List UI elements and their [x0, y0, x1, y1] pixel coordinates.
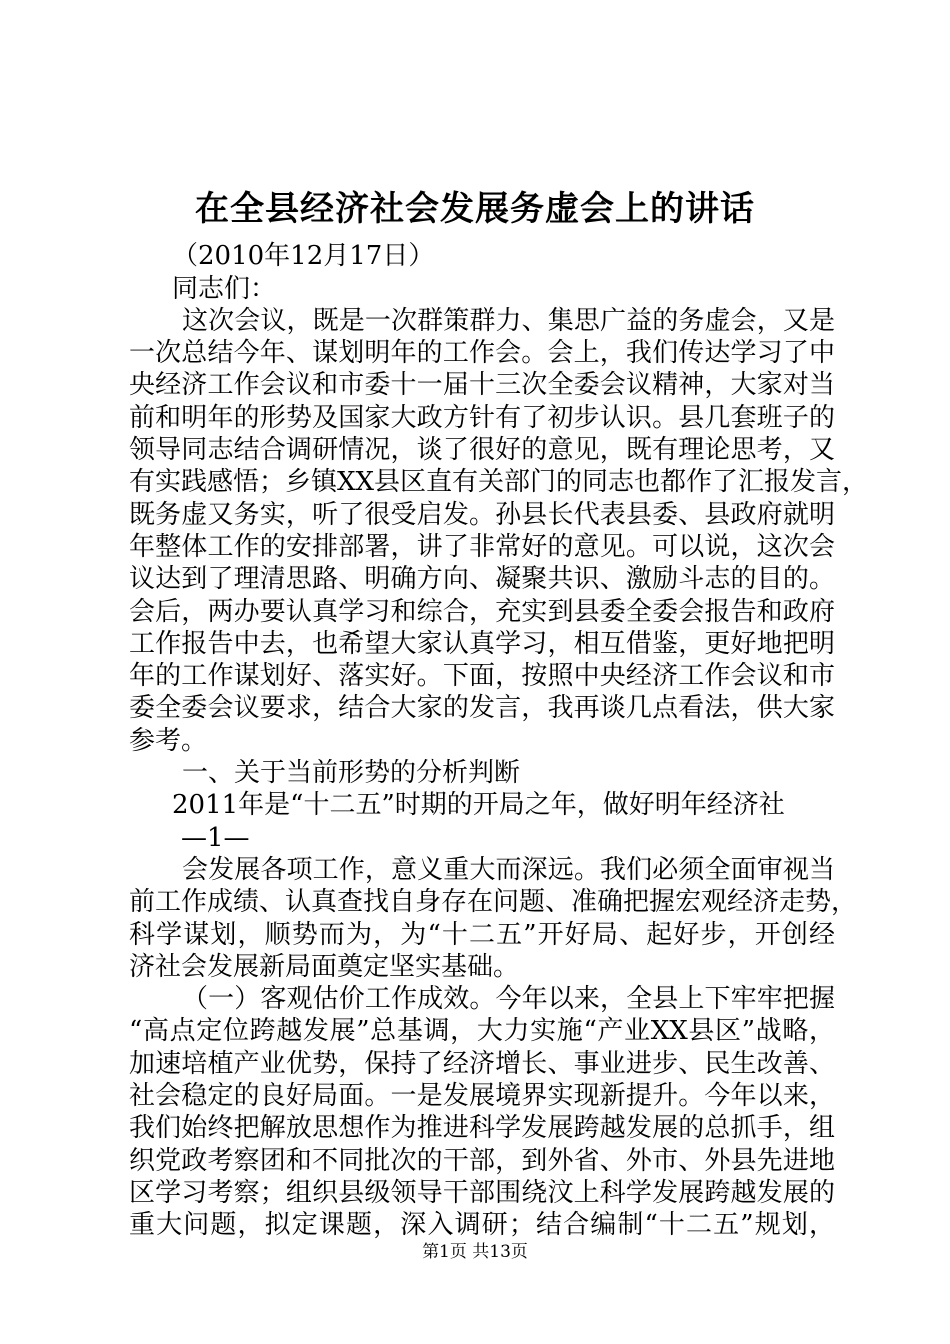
text-line: 既务虚又务实，听了很受启发。孙县长代表县委、县政府就明 [129, 499, 835, 530]
text-line: 领导同志结合调研情况，谈了很好的意见，既有理论思考，又 [129, 435, 835, 466]
text-line: “高点定位跨越发展”总基调，大力实施“产业XX县区”战略， [129, 1016, 835, 1047]
text-line: 织党政考察团和不同批次的干部，到外省、外市、外县先进地 [129, 1145, 835, 1176]
text-line: 重大问题，拟定课题，深入调研；结合编制“十二五”规划， [129, 1210, 835, 1241]
text-line: 年的工作谋划好、落实好。下面，按照中央经济工作会议和市 [129, 661, 835, 692]
text-line: 委全委会议要求，结合大家的发言，我再谈几点看法，供大家 [129, 693, 835, 724]
text-line: 工作报告中去，也希望大家认真学习，相互借鉴，更好地把明 [129, 628, 835, 659]
page-footer: 第1页 共13页 [422, 1242, 528, 1262]
text-line: 社会稳定的良好局面。一是发展境界实现新提升。今年以来， [129, 1081, 835, 1112]
text-line: 前和明年的形势及国家大政方针有了初步认识。县几套班子的 [129, 402, 835, 433]
text-line: 年整体工作的安排部署，讲了非常好的意见。可以说，这次会 [129, 531, 835, 562]
text-line: 区学习考察；组织县级领导干部围绕汶上科学发展跨越发展的 [129, 1177, 835, 1208]
line-spacer [129, 208, 835, 240]
text-line: 这次会议，既是一次群策群力、集思广益的务虚会，又是 [182, 305, 835, 336]
text-line: 一次总结今年、谋划明年的工作会。会上，我们传达学习了中 [129, 338, 835, 369]
text-line: （2010年12月17日） [172, 241, 435, 272]
text-line: 同志们： [172, 273, 277, 304]
text-line: 有实践感悟；乡镇XX县区直有关部门的同志也都作了汇报发言， [129, 467, 869, 498]
text-line: 参考。 [129, 725, 208, 756]
inline-page-number: —1— [181, 822, 250, 853]
text-line: 一、关于当前形势的分析判断 [182, 758, 521, 789]
text-line: 加速培植产业优势，保持了经济增长、事业进步、民生改善、 [129, 1048, 835, 1079]
text-line: 前工作成绩、认真查找自身存在问题、准确把握宏观经济走势， [129, 887, 858, 918]
text-line: 议达到了理清思路、明确方向、凝聚共识、激励斗志的目的。 [129, 564, 835, 595]
text-line: 我们始终把解放思想作为推进科学发展跨越发展的总抓手，组 [129, 1113, 835, 1144]
text-line: 济社会发展新局面奠定坚实基础。 [129, 951, 520, 982]
document-title: 在全县经济社会发展务虚会上的讲话 [195, 189, 755, 229]
text-line: 科学谋划，顺势而为，为“十二五”开好局、起好步，开创经 [129, 919, 835, 950]
text-line: （一）客观估价工作成效。今年以来，全县上下牢牢把握 [182, 984, 835, 1015]
text-line: 央经济工作会议和市委十一届十三次全委会议精神，大家对当 [129, 370, 835, 401]
text-line: 会发展各项工作，意义重大而深远。我们必须全面审视当 [182, 854, 835, 885]
document-body [129, 208, 869, 1242]
text-line: 会后，两办要认真学习和综合，充实到县委全委会报告和政府 [129, 596, 835, 627]
text-line: 2011年是“十二五”时期的开局之年，做好明年经济社 [172, 790, 785, 821]
